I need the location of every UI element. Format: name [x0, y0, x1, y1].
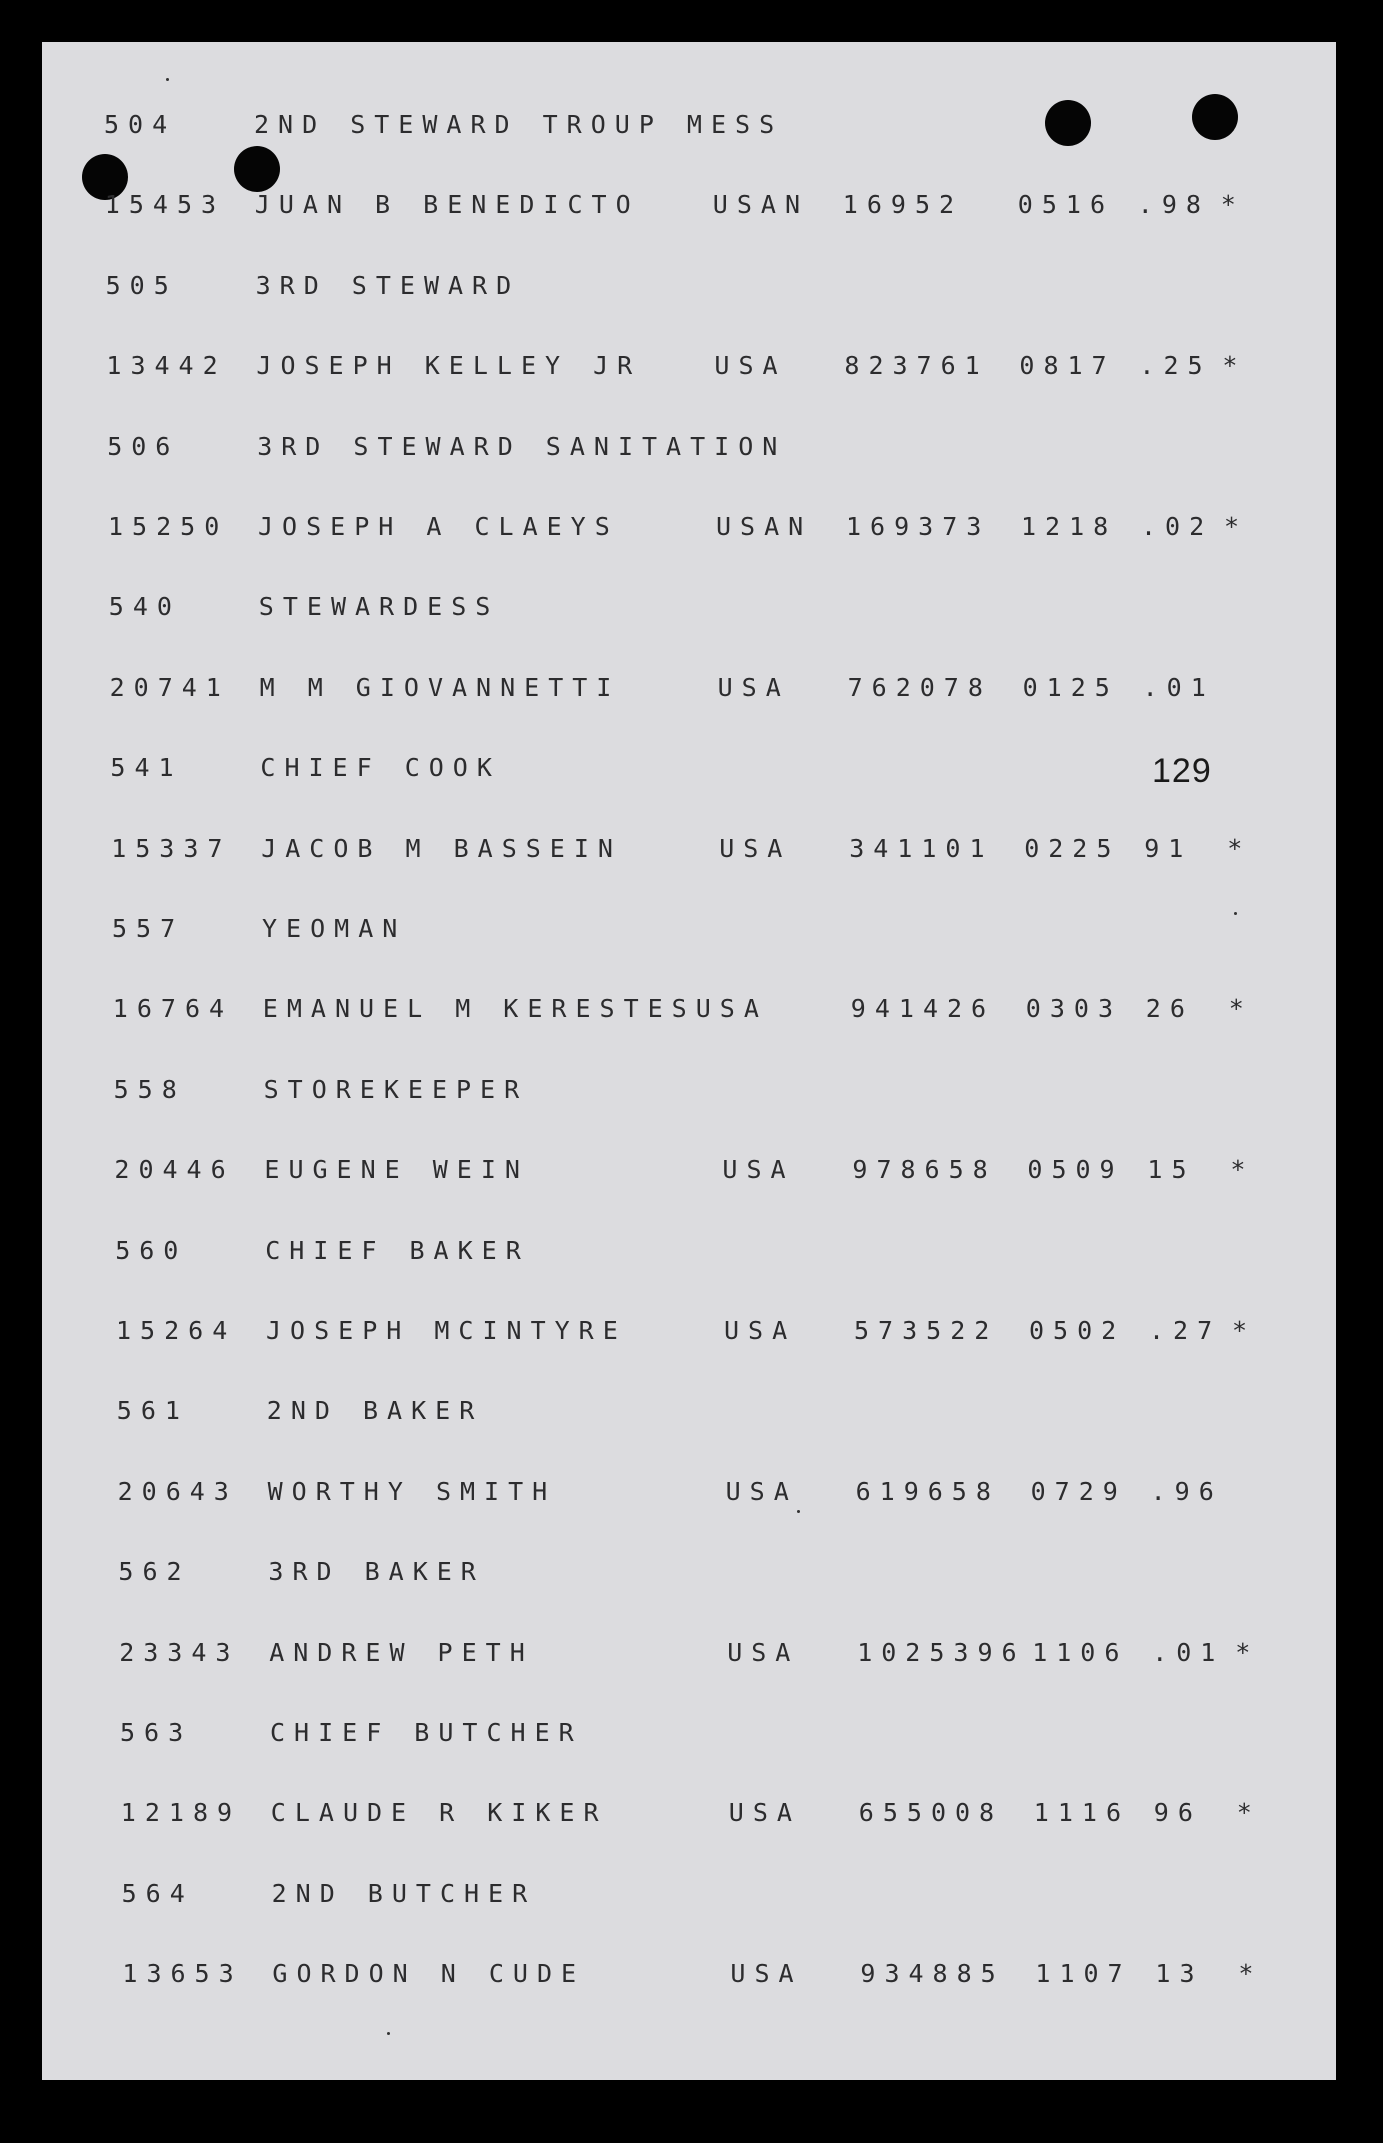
entry-row [42, 1316, 1336, 1356]
field-code: 562 [118, 1557, 191, 1587]
field-code: 540 [108, 592, 181, 622]
field-cit: USA [727, 1637, 800, 1667]
section-heading-row [42, 1879, 1336, 1919]
field-code: 23343 [119, 1637, 240, 1667]
field-amt: 15 [1147, 1155, 1196, 1185]
field-num: 762078 [847, 672, 992, 702]
entry-row [42, 994, 1336, 1034]
section-heading-row [42, 1718, 1336, 1758]
field-date: 0516 [1017, 190, 1115, 220]
field-name: WORTHY SMITH [267, 1476, 557, 1506]
field-code: 506 [107, 431, 180, 461]
section-title: STEWARDESS [258, 592, 500, 622]
section-heading-row [42, 1557, 1336, 1597]
section-title: 3RD BAKER [268, 1557, 485, 1587]
field-star: * [1235, 1637, 1251, 1667]
field-star: * [1238, 1959, 1254, 1989]
field-num: 341101 [849, 833, 994, 863]
entry-row [42, 834, 1336, 874]
field-name: JACOB M BASSEIN [261, 833, 622, 863]
section-title: 2ND BUTCHER [271, 1878, 537, 1908]
field-date: 1116 [1033, 1798, 1131, 1828]
field-num: 573522 [854, 1316, 999, 1345]
field-name: EMANUEL M KERESTESUSA [262, 994, 768, 1024]
field-star: * [1228, 994, 1244, 1024]
field-num: 978658 [852, 1155, 997, 1185]
field-date: 0125 [1022, 672, 1119, 702]
field-code: 20446 [114, 1155, 235, 1185]
field-name: EUGENE WEIN [264, 1155, 529, 1185]
field-star: * [1220, 190, 1236, 220]
field-code: 541 [110, 753, 183, 783]
field-code: 15264 [116, 1316, 237, 1345]
field-amt: .01 [1142, 672, 1215, 702]
entry-row [42, 512, 1336, 552]
field-cit: USA [722, 1155, 795, 1185]
section-title: STOREKEEPER [263, 1074, 529, 1104]
entry-row [42, 351, 1336, 391]
section-heading-row [42, 1396, 1336, 1436]
field-star: * [1222, 351, 1238, 381]
field-num: 16952 [842, 190, 964, 220]
field-cit: USAN [712, 190, 810, 220]
section-title: CHIEF BUTCHER [270, 1718, 583, 1747]
section-heading-row [42, 753, 1336, 793]
section-title: CHIEF COOK [260, 753, 501, 783]
document-page [42, 42, 1336, 2080]
field-num: 1025396 [857, 1637, 1026, 1667]
field-code: 20643 [117, 1476, 238, 1506]
field-num: 619658 [855, 1476, 1000, 1506]
field-num: 823761 [844, 351, 989, 381]
field-code: 15337 [111, 833, 232, 863]
field-code: 15250 [108, 512, 229, 541]
section-title: 2ND STEWARD TROUP MESS [254, 110, 784, 139]
field-amt: .27 [1149, 1316, 1222, 1345]
field-name: M M GIOVANNETTI [259, 672, 621, 702]
field-code: 12189 [120, 1798, 242, 1828]
field-code: 16764 [112, 994, 234, 1024]
field-name: GORDON N CUDE [272, 1959, 586, 1989]
field-name: JUAN B BENEDICTO [254, 190, 640, 220]
field-amt: 26 [1145, 994, 1194, 1024]
field-amt: .25 [1139, 351, 1212, 381]
field-cit: USA [724, 1316, 797, 1345]
section-heading-row [42, 914, 1336, 954]
field-num: 169373 [846, 512, 991, 541]
field-amt: .96 [1150, 1476, 1223, 1506]
field-code: 20741 [109, 672, 230, 702]
field-amt: 13 [1155, 1959, 1204, 1989]
field-star: * [1232, 1316, 1248, 1345]
entry-row [42, 1477, 1336, 1517]
field-star: * [1230, 1155, 1246, 1185]
field-code: 504 [104, 110, 177, 139]
section-title: 2ND BAKER [266, 1396, 484, 1426]
field-cit: USA [725, 1476, 798, 1506]
field-cit: USA [717, 672, 790, 702]
field-amt: .98 [1137, 190, 1210, 220]
section-heading-row [42, 271, 1336, 311]
entry-row [42, 1798, 1336, 1838]
field-cit: USA [728, 1798, 801, 1828]
page-number: 129 [1152, 752, 1212, 790]
entry-row [42, 673, 1336, 713]
section-heading-row [42, 432, 1336, 472]
section-title: 3RD STEWARD SANITATION [257, 431, 787, 461]
field-code: 561 [116, 1396, 189, 1426]
section-title: CHIEF BAKER [265, 1235, 530, 1265]
field-star: * [1224, 512, 1240, 541]
field-code: 15453 [104, 190, 226, 220]
field-code: 563 [120, 1718, 193, 1747]
field-code: 564 [121, 1878, 194, 1908]
field-name: JOSEPH KELLEY JR [256, 351, 642, 381]
field-star: * [1227, 833, 1243, 863]
field-amt: .01 [1152, 1637, 1225, 1667]
field-date: 0502 [1029, 1316, 1126, 1345]
field-num: 655008 [858, 1798, 1004, 1828]
field-name: JOSEPH A CLAEYS [258, 512, 619, 541]
punch-hole [234, 146, 280, 192]
field-code: 560 [115, 1235, 188, 1265]
field-date: 1107 [1035, 1959, 1132, 1989]
entry-row [42, 1959, 1336, 1999]
field-name: ANDREW PETH [269, 1637, 534, 1667]
field-code: 13653 [122, 1959, 243, 1989]
entry-row [42, 1155, 1336, 1195]
field-date: 0817 [1019, 351, 1116, 381]
field-num: 934885 [860, 1959, 1005, 1989]
section-title: 3RD STEWARD [255, 270, 521, 300]
entry-row [42, 1638, 1336, 1678]
field-cit: USA [714, 351, 787, 381]
field-cit: USAN [716, 512, 813, 541]
field-amt: 91 [1144, 833, 1193, 863]
field-cit: USA [719, 833, 792, 863]
field-amt: .02 [1141, 512, 1214, 541]
entry-row [42, 190, 1336, 230]
field-date: 1218 [1021, 512, 1118, 541]
field-name: JOSEPH MCINTYRE [266, 1316, 627, 1345]
field-date: 0303 [1025, 994, 1123, 1024]
field-date: 0729 [1030, 1476, 1127, 1506]
field-date: 0509 [1027, 1155, 1124, 1185]
field-name: CLAUDE R KIKER [270, 1798, 608, 1828]
field-code: 558 [113, 1074, 186, 1104]
field-code: 505 [105, 270, 178, 300]
field-num: 941426 [850, 994, 996, 1024]
section-heading-row [42, 110, 1336, 150]
field-amt: 96 [1153, 1798, 1202, 1828]
section-heading-row [42, 592, 1336, 632]
field-date: 1106 [1032, 1637, 1129, 1667]
field-code: 557 [112, 914, 185, 943]
field-cit: USA [730, 1959, 803, 1989]
section-title: YEOMAN [262, 914, 407, 943]
field-star: * [1236, 1798, 1252, 1828]
field-code: 13442 [106, 351, 227, 381]
field-date: 0225 [1024, 833, 1121, 863]
section-heading-row [42, 1075, 1336, 1115]
section-heading-row [42, 1236, 1336, 1276]
